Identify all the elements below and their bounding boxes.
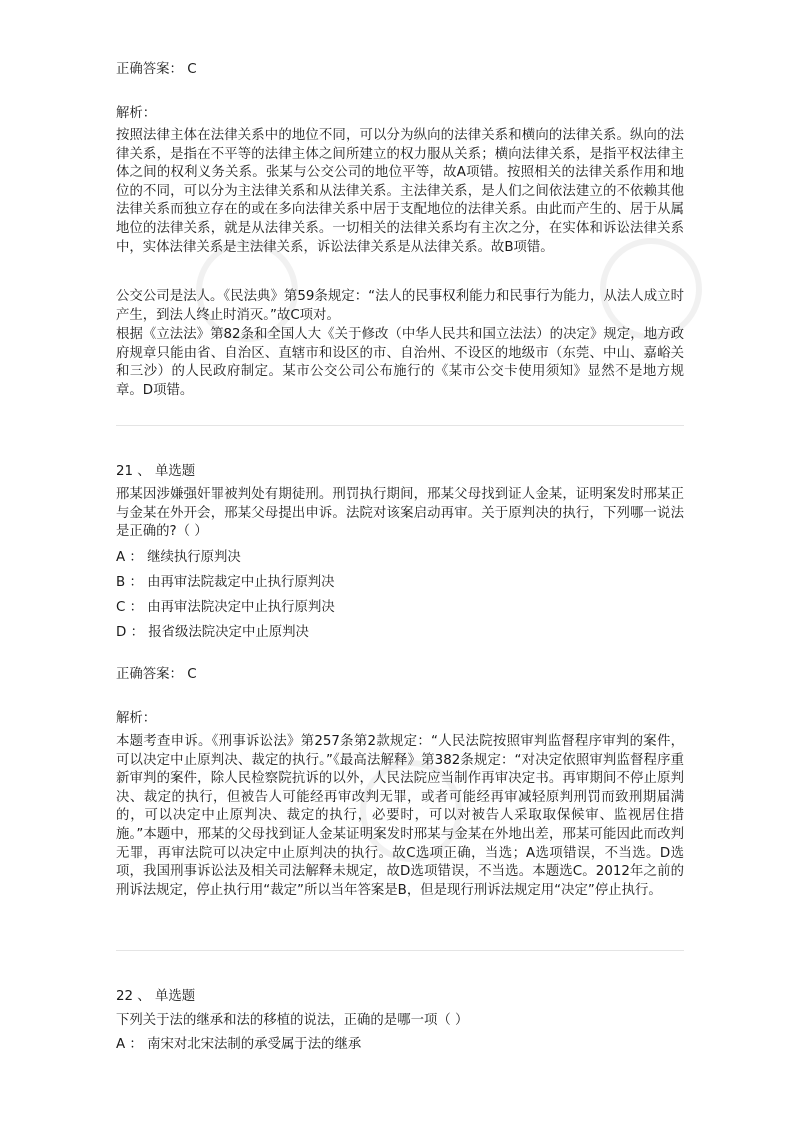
q21-option-d[interactable]: D ： 报省级法院决定中止原判决 bbox=[116, 625, 309, 640]
q22-option-a[interactable]: A ： 南宋对北宋法制的承受属于法的继承 bbox=[116, 1037, 362, 1052]
q21-option-b[interactable]: B ： 由再审法院裁定中止执行原判决 bbox=[116, 575, 335, 590]
q20-analysis-p3: 根据《立法法》第82条和全国人大《关于修改（中华人民共和国立法法）的决定》规定，地方政府规章只能由省、自治区、直辖市和设区的市、自治州、不设区的地级市（东莞、中山、嘉峪关和三沙）的人民政府制定。某市公交公司公布施行的《某市公交卡使用须知》显然不是地方规章。D项错。 bbox=[116, 327, 684, 398]
q20-analysis-p2: 公交公司是法人。《民法典》第59条规定：“法人的民事权利能力和民事行为能力，从法人成立时产生，到法人终止时消灭。”故C项对。 bbox=[116, 289, 684, 323]
q21-stem: 邢某因涉嫌强奸罪被判处有期徒刑。刑罚执行期间，邢某父母找到证人金某，证明案发时邢某正与金某在外开会，邢某父母提出申诉。法院对该案启动再审。关于原判决的执行，下列哪一说法是正确的?（ ） bbox=[116, 487, 684, 540]
question-divider bbox=[116, 950, 684, 951]
q21-option-c[interactable]: C ： 由再审法院决定中止执行原判决 bbox=[116, 600, 335, 615]
q22-header: 22 、 单选题 bbox=[116, 989, 196, 1004]
question-divider bbox=[116, 425, 684, 426]
q21-header: 21 、 单选题 bbox=[116, 464, 196, 479]
q21-analysis-label: 解析： bbox=[116, 711, 157, 726]
q21-option-a[interactable]: A ： 继续执行原判决 bbox=[116, 550, 241, 565]
q20-analysis-label: 解析： bbox=[116, 106, 157, 121]
q20-answer: 正确答案： C bbox=[116, 62, 197, 77]
q22-stem: 下列关于法的继承和法的移植的说法，正确的是哪一项（ ） bbox=[116, 1013, 469, 1028]
q21-analysis: 本题考查申诉。《刑事诉讼法》第257条第2款规定：“人民法院按照审判监督程序审判的案件，可以决定中止原判决、裁定的执行。”《最高法解释》第382条规定：“对决定依照审判监督程序重新审判的案件，除人民检察院抗诉的以外，人民法院应当制作再审决定书。再审期间不停止原判决、裁定的执行，但被告人可能经再审改判无罪，或者可能经再审减轻原判刑罚而致刑期届满的，可以决定中止原判决、裁定的执行，必要时，可以对被告人采取取保候审、监视居住措施。”本题中，邢某的父母找到证人金某证明案发时邢某与金某在外地出差，邢某可能因此而改判无罪，再审法院可以决定中止原判决的执行。故C选项正确，当选；A选项错误，不当选。D选项，我国刑事诉讼法及相关司法解释未规定，故D选项错误，不当选。本题选C。2012年之前的刑诉法规定，停止执行用“裁定”所以当年答案是B，但是现行刑诉法规定用“决定”停止执行。 bbox=[116, 734, 684, 898]
q20-analysis-p1: 按照法律主体在法律关系中的地位不同，可以分为纵向的法律关系和横向的法律关系。纵向的法律关系，是指在不平等的法律主体之间所建立的权力服从关系；横向法律关系，是指平权法律主体之间的权利义务关系。张某与公交公司的地位平等，故A项错。按照相关的法律关系作用和地位的不同，可以分为主法律关系和从法律关系。主法律关系，是人们之间依法建立的不依赖其他法律关系而独立存在的或在多向法律关系中居于支配地位的法律关系。由此而产生的、居于从属地位的法律关系，就是从法律关系。一切相关的法律关系均有主次之分，在实体和诉讼法律关系中，实体法律关系是主法律关系，诉讼法律关系是从法律关系。故B项错。 bbox=[116, 128, 684, 255]
q21-answer: 正确答案： C bbox=[116, 667, 197, 682]
